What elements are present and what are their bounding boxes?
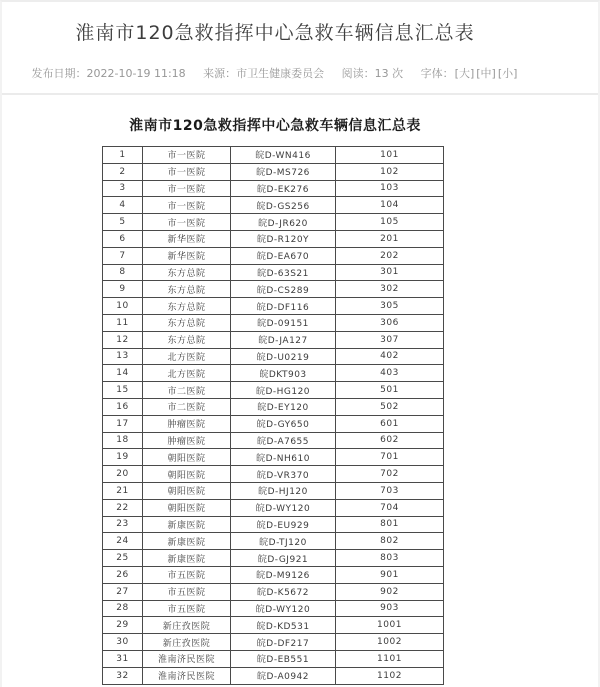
cell-seq: 22 — [103, 499, 143, 516]
cell-code: 301 — [336, 264, 444, 281]
source-label: 来源： — [203, 67, 237, 80]
cell-seq: 9 — [103, 281, 143, 298]
header-divider — [0, 93, 600, 95]
cell-code: 307 — [336, 331, 444, 348]
cell-plate: 皖DKT903 — [231, 365, 336, 382]
cell-plate: 皖D-GS256 — [231, 197, 336, 214]
cell-hospital: 东方总院 — [143, 331, 231, 348]
cell-hospital: 朝阳医院 — [143, 449, 231, 466]
table-row — [103, 533, 444, 550]
cell-seq: 3 — [103, 180, 143, 197]
cell-seq: 24 — [103, 533, 143, 550]
cell-plate: 皖D-JA127 — [231, 331, 336, 348]
cell-hospital: 东方总院 — [143, 298, 231, 315]
article-source — [203, 67, 324, 80]
cell-code: 802 — [336, 533, 444, 550]
cell-hospital: 新庄孜医院 — [143, 634, 231, 651]
cell-seq: 26 — [103, 566, 143, 583]
cell-hospital: 市一医院 — [143, 214, 231, 231]
cell-plate: 皖D-GJ921 — [231, 550, 336, 567]
cell-seq: 4 — [103, 197, 143, 214]
cell-seq: 17 — [103, 415, 143, 432]
cell-seq: 23 — [103, 516, 143, 533]
cell-code: 901 — [336, 566, 444, 583]
cell-hospital: 朝阳医院 — [143, 499, 231, 516]
cell-seq: 19 — [103, 449, 143, 466]
table-row — [103, 264, 444, 281]
cell-seq: 16 — [103, 398, 143, 415]
table-row — [103, 617, 444, 634]
cell-code: 105 — [336, 214, 444, 231]
cell-plate: 皖D-KD531 — [231, 617, 336, 634]
cell-plate: 皖D-WY120 — [231, 499, 336, 516]
font-size-small-button[interactable]: [小] — [497, 67, 518, 80]
table-row — [103, 516, 444, 533]
cell-hospital: 东方总院 — [143, 264, 231, 281]
table-row — [103, 466, 444, 483]
cell-seq: 7 — [103, 247, 143, 264]
cell-code: 201 — [336, 230, 444, 247]
cell-seq: 32 — [103, 667, 143, 684]
cell-plate: 皖D-DF116 — [231, 298, 336, 315]
table-row — [103, 331, 444, 348]
cell-seq: 31 — [103, 650, 143, 667]
cell-seq: 5 — [103, 214, 143, 231]
cell-seq: 13 — [103, 348, 143, 365]
view-count-label: 阅读： — [341, 67, 375, 80]
table-row — [103, 499, 444, 516]
publish-date-value: 2022-10-19 11:18 — [86, 67, 186, 80]
cell-hospital: 新康医院 — [143, 516, 231, 533]
source-value: 市卫生健康委员会 — [236, 67, 325, 80]
cell-seq: 12 — [103, 331, 143, 348]
table-row — [103, 398, 444, 415]
cell-hospital: 新康医院 — [143, 533, 231, 550]
cell-hospital: 新华医院 — [143, 247, 231, 264]
cell-hospital: 肿瘤医院 — [143, 415, 231, 432]
cell-hospital: 北方医院 — [143, 348, 231, 365]
cell-plate: 皖D-MS726 — [231, 163, 336, 180]
table-row — [103, 214, 444, 231]
cell-code: 202 — [336, 247, 444, 264]
cell-plate: 皖D-EY120 — [231, 398, 336, 415]
cell-plate: 皖D-JR620 — [231, 214, 336, 231]
cell-plate: 皖D-R120Y — [231, 230, 336, 247]
cell-plate: 皖D-CS289 — [231, 281, 336, 298]
cell-code: 102 — [336, 163, 444, 180]
cell-code: 403 — [336, 365, 444, 382]
cell-hospital: 市五医院 — [143, 583, 231, 600]
table-row — [103, 482, 444, 499]
publish-date — [32, 67, 186, 80]
table-row — [103, 650, 444, 667]
cell-code: 1101 — [336, 650, 444, 667]
cell-seq: 15 — [103, 382, 143, 399]
cell-code: 601 — [336, 415, 444, 432]
cell-seq: 6 — [103, 230, 143, 247]
cell-seq: 27 — [103, 583, 143, 600]
cell-code: 702 — [336, 466, 444, 483]
vehicle-table — [102, 146, 444, 685]
table-row — [103, 365, 444, 382]
table-row — [103, 432, 444, 449]
table-row — [103, 298, 444, 315]
cell-code: 305 — [336, 298, 444, 315]
font-size-label: 字体： — [420, 67, 454, 80]
cell-seq: 8 — [103, 264, 143, 281]
cell-seq: 29 — [103, 617, 143, 634]
cell-hospital: 淮南济民医院 — [143, 667, 231, 684]
cell-code: 501 — [336, 382, 444, 399]
cell-plate: 皖D-GY650 — [231, 415, 336, 432]
cell-seq: 28 — [103, 600, 143, 617]
cell-seq: 10 — [103, 298, 143, 315]
cell-plate: 皖D-A0942 — [231, 667, 336, 684]
article-meta — [2, 65, 548, 81]
table-row — [103, 634, 444, 651]
cell-code: 704 — [336, 499, 444, 516]
cell-plate: 皖D-WY120 — [231, 600, 336, 617]
cell-hospital: 市一医院 — [143, 180, 231, 197]
cell-hospital: 新康医院 — [143, 550, 231, 567]
font-size-control — [421, 67, 519, 80]
cell-seq: 20 — [103, 466, 143, 483]
table-row — [103, 197, 444, 214]
font-size-large-button[interactable]: [大] — [454, 67, 475, 80]
cell-code: 903 — [336, 600, 444, 617]
cell-plate: 皖D-M9126 — [231, 566, 336, 583]
cell-plate: 皖D-63S21 — [231, 264, 336, 281]
cell-hospital: 市一医院 — [143, 163, 231, 180]
table-row — [103, 163, 444, 180]
vehicle-table-body — [103, 147, 444, 685]
cell-seq: 25 — [103, 550, 143, 567]
view-count — [342, 67, 404, 80]
cell-seq: 30 — [103, 634, 143, 651]
cell-code: 801 — [336, 516, 444, 533]
cell-plate: 皖D-A7655 — [231, 432, 336, 449]
table-row — [103, 600, 444, 617]
cell-code: 1102 — [336, 667, 444, 684]
cell-plate: 皖D-EK276 — [231, 180, 336, 197]
cell-code: 602 — [336, 432, 444, 449]
cell-seq: 14 — [103, 365, 143, 382]
cell-hospital: 市二医院 — [143, 382, 231, 399]
cell-code: 101 — [336, 147, 444, 164]
table-row — [103, 449, 444, 466]
cell-hospital: 肿瘤医院 — [143, 432, 231, 449]
cell-hospital: 东方总院 — [143, 281, 231, 298]
cell-plate: 皖D-U0219 — [231, 348, 336, 365]
cell-code: 402 — [336, 348, 444, 365]
cell-hospital: 市五医院 — [143, 600, 231, 617]
table-title: 淮南市120急救指挥中心急救车辆信息汇总表 — [129, 118, 421, 134]
cell-code: 1002 — [336, 634, 444, 651]
cell-plate: 皖D-EU929 — [231, 516, 336, 533]
table-row — [103, 348, 444, 365]
cell-plate: 皖D-HG120 — [231, 382, 336, 399]
table-row — [103, 583, 444, 600]
table-row — [103, 415, 444, 432]
cell-plate: 皖D-TJ120 — [231, 533, 336, 550]
cell-plate: 皖D-VR370 — [231, 466, 336, 483]
cell-code: 703 — [336, 482, 444, 499]
cell-seq: 18 — [103, 432, 143, 449]
table-row — [103, 550, 444, 567]
cell-hospital: 市一医院 — [143, 147, 231, 164]
cell-plate: 皖D-DF217 — [231, 634, 336, 651]
cell-hospital: 新庄孜医院 — [143, 617, 231, 634]
cell-seq: 21 — [103, 482, 143, 499]
cell-code: 502 — [336, 398, 444, 415]
cell-seq: 1 — [103, 147, 143, 164]
cell-plate: 皖D-EA670 — [231, 247, 336, 264]
cell-code: 902 — [336, 583, 444, 600]
cell-hospital: 东方总院 — [143, 314, 231, 331]
cell-hospital: 市五医院 — [143, 566, 231, 583]
table-row — [103, 314, 444, 331]
table-row — [103, 147, 444, 164]
cell-hospital: 市一医院 — [143, 197, 231, 214]
cell-hospital: 市二医院 — [143, 398, 231, 415]
cell-plate: 皖D-EB551 — [231, 650, 336, 667]
table-row — [103, 382, 444, 399]
view-count-value: 13 次 — [374, 67, 404, 80]
cell-code: 103 — [336, 180, 444, 197]
cell-plate: 皖D-WN416 — [231, 147, 336, 164]
cell-code: 701 — [336, 449, 444, 466]
cell-hospital: 淮南济民医院 — [143, 650, 231, 667]
cell-code: 803 — [336, 550, 444, 567]
cell-plate: 皖D-NH610 — [231, 449, 336, 466]
cell-hospital: 新华医院 — [143, 230, 231, 247]
table-row — [103, 667, 444, 684]
cell-code: 302 — [336, 281, 444, 298]
page-title: 淮南市120急救指挥中心急救车辆信息汇总表 — [75, 22, 475, 44]
cell-hospital: 朝阳医院 — [143, 482, 231, 499]
cell-plate: 皖D-HJ120 — [231, 482, 336, 499]
cell-hospital: 朝阳医院 — [143, 466, 231, 483]
cell-plate: 皖D-09151 — [231, 314, 336, 331]
table-row — [103, 566, 444, 583]
cell-seq: 2 — [103, 163, 143, 180]
cell-seq: 11 — [103, 314, 143, 331]
article-header — [2, 2, 548, 81]
font-size-medium-button[interactable]: [中] — [476, 67, 496, 80]
table-row — [103, 180, 444, 197]
publish-date-label: 发布日期： — [31, 67, 87, 80]
cell-code: 104 — [336, 197, 444, 214]
cell-hospital: 北方医院 — [143, 365, 231, 382]
cell-plate: 皖D-K5672 — [231, 583, 336, 600]
table-row — [103, 247, 444, 264]
table-row — [103, 281, 444, 298]
table-row — [103, 230, 444, 247]
cell-code: 306 — [336, 314, 444, 331]
cell-code: 1001 — [336, 617, 444, 634]
